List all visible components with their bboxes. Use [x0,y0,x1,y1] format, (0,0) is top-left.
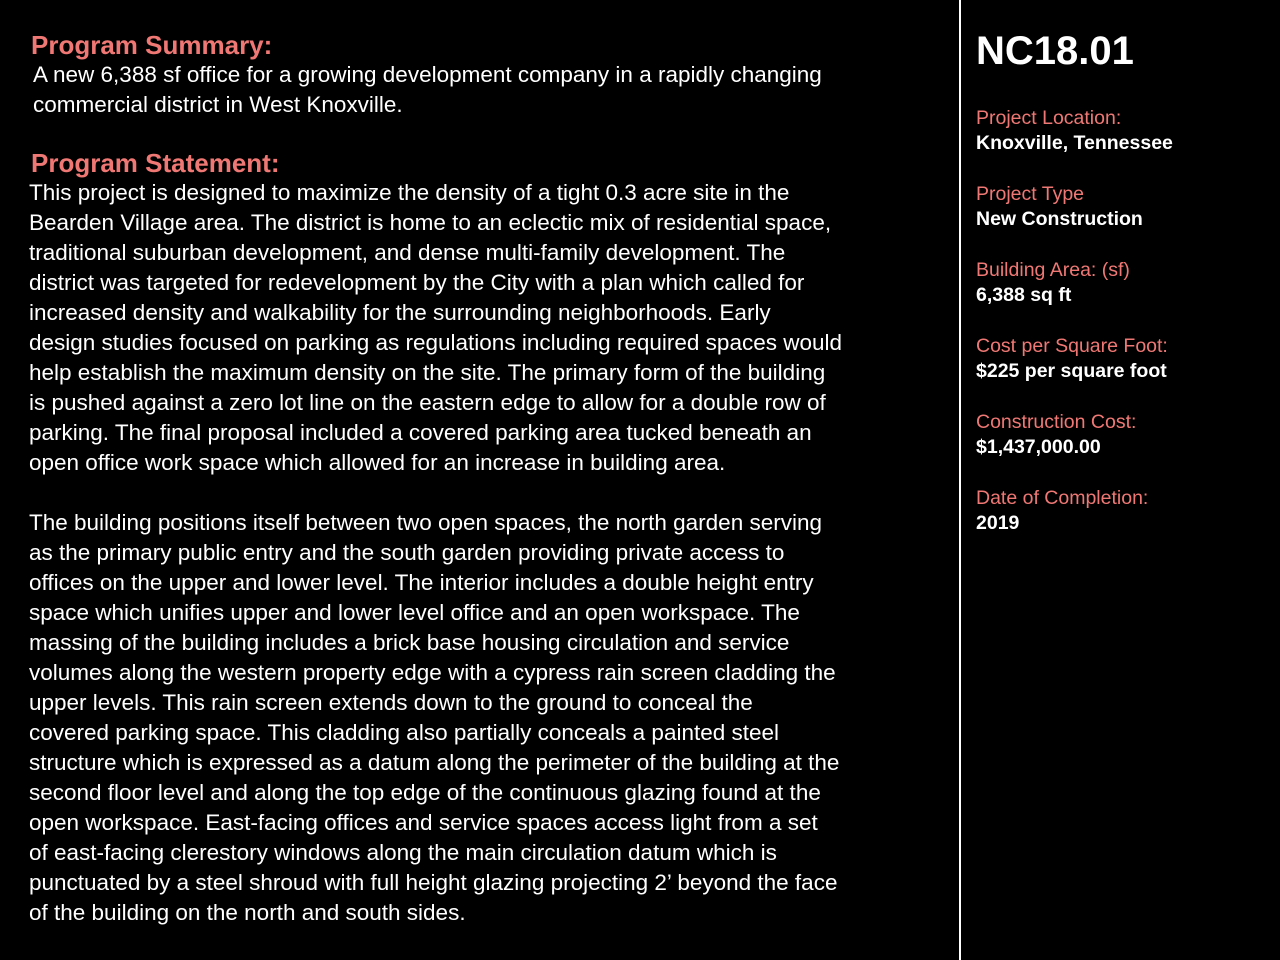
field-label: Construction Cost: [976,411,1137,433]
project-id: NC18.01 [976,29,1134,73]
project-info-panel [976,28,1266,562]
program-statement-heading: Program Statement: [31,148,280,178]
field-label: Cost per Square Foot: [976,335,1168,357]
field-value: Knoxville, Tennessee [976,132,1173,154]
field-project-type [976,182,1266,232]
field-label: Building Area: (sf) [976,259,1130,281]
field-label: Project Location: [976,107,1122,129]
program-summary-text: A new 6,388 sf office for a growing development company in a rapidly changing commercial district in West Knoxville. [33,62,822,117]
program-statement-paragraph-1: This project is designed to maximize the density of a tight 0.3 acre site in the Bearden Village area. The district is home to an eclectic mix of residential space, traditional suburban development, and dense multi-family development. The district was targeted for redevelopment by the City with a plan which called for increased density and walkability for the surrounding neighborhoods. Early design studies focused on parking as regulations including required spaces would help establish the maximum density on the site. The primary form of the building is pushed against a zero lot line on the eastern edge to allow for a double row of parking. The final proposal included a covered parking area tucked beneath an open office work space which allowed for an increase in building area. [29,180,843,475]
field-cost-per-square-foot [976,334,1266,384]
program-summary-heading: Program Summary: [31,30,273,60]
field-value: New Construction [976,208,1143,230]
paragraph-spacer [31,478,936,508]
field-construction-cost [976,410,1266,460]
field-value: $225 per square foot [976,360,1167,382]
vertical-divider [959,0,961,960]
field-date-of-completion [976,486,1266,536]
field-building-area [976,258,1266,308]
field-project-location [976,106,1266,156]
program-text-column [31,30,936,928]
field-value: $1,437,000.00 [976,436,1101,458]
field-label: Project Type [976,183,1085,205]
program-statement-paragraph-2: The building positions itself between two open spaces, the north garden serving as the primary public entry and the south garden providing private access to offices on the upper and lower level. The interior includes a double height entry space which unifies upper and lower level office and an open workspace. The massing of the building includes a brick base housing circulation and service volumes along the western property edge with a cypress rain screen cladding the upper levels. This rain screen extends down to the ground to conceal the covered parking space. This cladding also partially conceals a painted steel structure which is expressed as a datum along the perimeter of the building at the second floor level and along the top edge of the continuous glazing found at the open workspace. East-facing offices and service spaces access light from a set of east-facing clerestory windows along the main circulation datum which is punctuated by a steel shroud with full height glazing projecting 2’ beyond the face of the building on the north and south sides. [29,510,840,925]
field-value: 2019 [976,512,1020,534]
field-label: Date of Completion: [976,487,1149,509]
field-value: 6,388 sq ft [976,284,1072,306]
